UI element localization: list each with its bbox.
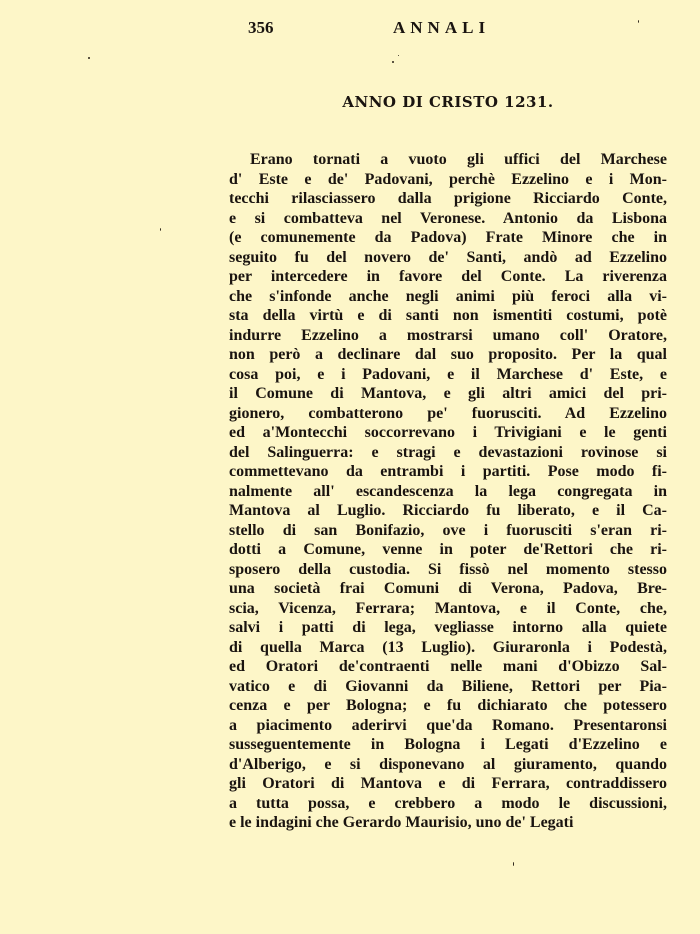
- text-line: dotti a Comune, venne in poter de'Rettori che ri-: [229, 541, 667, 558]
- print-speck: [513, 862, 514, 866]
- running-title: ANNALI: [393, 18, 491, 37]
- text-line: gli Oratori di Mantova e di Ferrara, contraddissero: [229, 775, 667, 792]
- text-line: scia, Vicenza, Ferrara; Mantova, e il Conte, che,: [229, 599, 667, 617]
- text-line: indurre Ezzelino a mostrarsi umano coll' Oratore,: [229, 326, 667, 344]
- print-speck: [638, 20, 639, 23]
- text-line: a tutta possa, e crebbero a modo le discussioni,: [229, 794, 667, 812]
- text-line: cosa poi, e i Padovani, e il Marchese d' Este, e: [229, 365, 667, 383]
- text-line: sposero della custodia. Si fissò nel momento stesso: [229, 560, 667, 578]
- text-line: ed a'Montecchi soccorrevano i Trivigiani e le genti: [229, 424, 667, 441]
- text-line: a piacimento aderirvi que'da Romano. Presentaronsi: [229, 716, 667, 734]
- text-line: d' Este e de' Padovani, perchè Ezzelino e i Mon-: [229, 170, 667, 188]
- text-line: vatico e di Giovanni da Biliene, Rettori per Pia-: [229, 677, 667, 695]
- text-line: salvi i patti di lega, vegliasse intorno alla quiete: [229, 619, 667, 636]
- text-line: susseguentemente in Bologna i Legati d'Ezzelino e: [229, 736, 667, 753]
- text-line: ed Oratori de'contraenti nelle mani d'Obizzo Sal-: [229, 658, 667, 675]
- text-line: del Salinguerra: e stragi e devastazioni rovinose si: [229, 443, 667, 461]
- body-text: [229, 150, 667, 833]
- text-line: (e comunemente da Padova) Frate Minore che in: [229, 229, 667, 246]
- text-line: che s'infonde anche negli animi più feroci alla vi-: [229, 287, 667, 305]
- text-line: di quella Marca (13 Luglio). Giuraronla i Podestà,: [229, 638, 667, 656]
- text-line: e le indagini che Gerardo Maurisio, uno de' Legati: [229, 814, 574, 831]
- text-line: nalmente all' escandescenza la lega congregata in: [229, 482, 667, 500]
- text-line: commettevano da entrambi i partiti. Pose modo fi-: [229, 463, 667, 480]
- text-line: cenza e per Bologna; e fu dichiarato che potessero: [229, 697, 667, 714]
- text-line: sta della virtù e di santi non ismentiti costumi, potè: [229, 307, 667, 324]
- text-line: il Comune di Mantova, e gli altri amici del pri-: [229, 385, 667, 402]
- section-title: ANNO DI CRISTO 1231.: [342, 93, 554, 111]
- text-line: stello di san Bonifazio, ove i fuorusciti s'eran ri-: [229, 521, 667, 539]
- text-line: gionero, combatterono pe' fuorusciti. Ad Ezzelino: [229, 404, 667, 422]
- text-line: per intercedere in favore del Conte. La riverenza: [229, 268, 667, 285]
- page-number: 356: [248, 18, 274, 37]
- text-line: tecchi rilasciassero dalla prigione Ricciardo Conte,: [229, 190, 667, 207]
- text-line: e si combatteva nel Veronese. Antonio da Lisbona: [229, 209, 667, 227]
- text-line: d'Alberigo, e si disponevano al giuramento, quando: [229, 755, 667, 773]
- running-head: [248, 18, 508, 42]
- print-speck: [392, 61, 394, 63]
- text-line: Erano tornati a vuoto gli uffici del Marchese: [250, 151, 667, 168]
- print-speck: [88, 57, 90, 59]
- text-line: una società frai Comuni di Verona, Padova, Bre-: [229, 580, 667, 597]
- text-line: Mantova al Luglio. Ricciardo fu liberato, e il Ca-: [229, 502, 667, 519]
- print-speck: [160, 228, 161, 231]
- print-speck: [398, 55, 399, 56]
- text-line: non però a declinare dal suo proposito. Per la qual: [229, 346, 667, 363]
- text-line: seguito fu del novero de' Santi, andò ad Ezzelino: [229, 248, 667, 266]
